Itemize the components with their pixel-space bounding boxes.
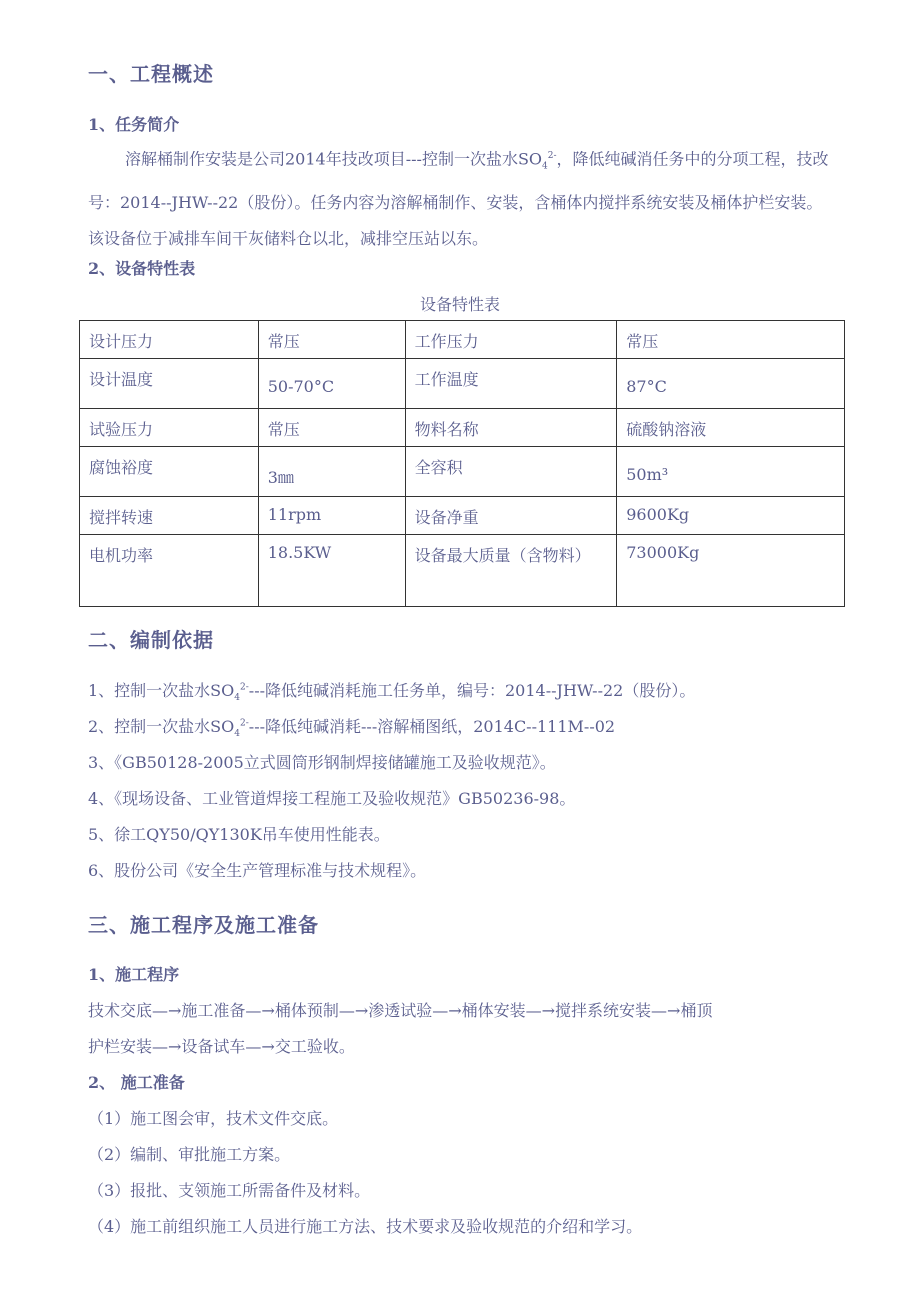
table-cell: 87°C xyxy=(626,377,667,396)
table-cell: 试验压力 xyxy=(80,409,259,447)
table-cell: 50-70°C xyxy=(267,377,335,396)
prep-item: （3）报批、支领施工所需备件及材料。 xyxy=(88,1181,371,1200)
prep-item: （1）施工图会审，技术文件交底。 xyxy=(88,1109,339,1128)
table-row xyxy=(80,409,845,447)
preparation-heading: 2、 施工准备 xyxy=(88,1073,185,1092)
table-cell: 常压 xyxy=(617,321,845,359)
table-cell: 物料名称 xyxy=(405,409,617,447)
basis-item-1 xyxy=(88,678,695,703)
equipment-spec-table xyxy=(79,320,845,607)
task-intro-heading: 1、任务简介 xyxy=(88,115,180,134)
procedure-heading: 1、施工程序 xyxy=(88,965,180,984)
table-cell-wrap xyxy=(258,447,405,497)
table-cell: 常压 xyxy=(258,321,405,359)
basis-item-3: 3、《GB50128-2005立式圆筒形钢制焊接储罐施工及验收规范》。 xyxy=(88,753,556,772)
task-intro-text-a: 溶解桶制作安装是公司2014年技改项目---控制一次盐水SO xyxy=(125,149,543,169)
table-cell: 设备最大质量（含物料） xyxy=(405,535,617,607)
table-cell: 工作压力 xyxy=(405,321,617,359)
basis-item-2-b: ---降低纯碱消耗---溶解桶图纸，2014C--111M--02 xyxy=(248,717,616,736)
section1-title: 一、工程概述 xyxy=(88,62,214,86)
task-intro-sub: 4 xyxy=(542,161,548,172)
table-row xyxy=(80,359,845,409)
table-cell-wrap xyxy=(617,359,845,409)
table-row xyxy=(80,497,845,535)
table-cell: 50m³ xyxy=(626,465,669,484)
basis-item-5: 5、徐工QY50/QY130K吊车使用性能表。 xyxy=(88,825,390,844)
table-row xyxy=(80,447,845,497)
table-cell-wrap xyxy=(258,359,405,409)
table-cell: 3㎜ xyxy=(267,468,294,487)
table-cell: 电机功率 xyxy=(80,535,259,607)
basis-item-2-a: 2、控制一次盐水SO xyxy=(88,717,235,736)
table-cell: 全容积 xyxy=(405,447,617,497)
procedure-line-1: 技术交底—→施工准备—→桶体预制—→渗透试验—→桶体安装—→搅拌系统安装—→桶顶 xyxy=(88,1001,713,1020)
basis-item-2-sup: 2- xyxy=(240,718,249,729)
section3-title: 三、施工程序及施工准备 xyxy=(88,913,319,937)
procedure-line-2: 护栏安装—→设备试车—→交工验收。 xyxy=(88,1037,355,1056)
basis-item-2 xyxy=(88,714,615,739)
table-cell: 腐蚀裕度 xyxy=(80,447,259,497)
basis-item-6: 6、股份公司《安全生产管理标准与技术规程》。 xyxy=(88,861,427,880)
table-row xyxy=(80,535,845,607)
basis-item-1-b: ---降低纯碱消耗施工任务单，编号：2014--JHW--22（股份）。 xyxy=(248,681,696,700)
table-caption: 设备特性表 xyxy=(419,295,500,314)
basis-item-1-sub: 4 xyxy=(234,693,240,704)
spec-table-heading: 2、设备特性表 xyxy=(88,259,196,278)
section2-title: 二、编制依据 xyxy=(88,628,214,652)
table-cell: 设备净重 xyxy=(405,497,617,535)
table-row xyxy=(80,321,845,359)
prep-item: （4）施工前组织施工人员进行施工方法、技术要求及验收规范的介绍和学习。 xyxy=(88,1217,643,1236)
basis-item-4: 4、《现场设备、工业管道焊接工程施工及验收规范》GB50236-98。 xyxy=(88,789,576,808)
table-cell: 18.5KW xyxy=(258,535,405,607)
table-cell: 设计压力 xyxy=(80,321,259,359)
table-cell: 设计温度 xyxy=(80,359,259,409)
table-cell: 常压 xyxy=(258,409,405,447)
table-cell: 工作温度 xyxy=(405,359,617,409)
task-intro-paragraph xyxy=(88,138,833,257)
task-intro-text-b: ，降低纯碱消任务中的分项工程，技改号：2014--JHW--22（股份）。任务内容为溶解桶制作、安装，含桶体内搅拌系统安装及桶体护栏安装。该设备位于减排车间干灰储料仓以北，减排空压站以东。 xyxy=(88,149,829,248)
task-intro-sup: 2- xyxy=(547,151,557,161)
table-cell: 9600Kg xyxy=(617,497,845,535)
prep-item: （2）编制、审批施工方案。 xyxy=(88,1145,291,1164)
basis-item-1-sup: 2- xyxy=(240,682,249,693)
table-cell: 73000Kg xyxy=(617,535,845,607)
table-cell: 硫酸钠溶液 xyxy=(617,409,845,447)
table-cell: 搅拌转速 xyxy=(80,497,259,535)
basis-item-1-a: 1、控制一次盐水SO xyxy=(88,681,235,700)
table-cell: 11rpm xyxy=(258,497,405,535)
table-cell-wrap xyxy=(617,447,845,497)
basis-item-2-sub: 4 xyxy=(234,729,240,740)
